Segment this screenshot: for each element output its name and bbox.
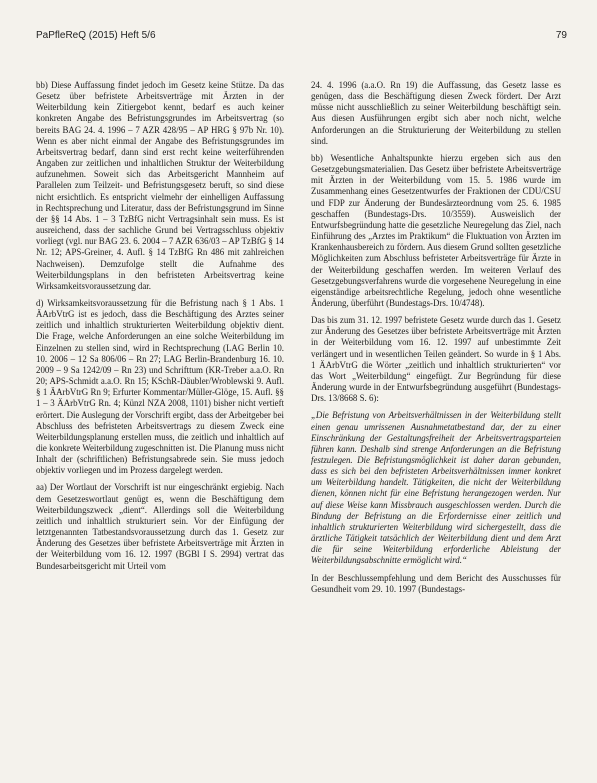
block-quote: „Die Befristung von Arbeitsverhältnissen in der Weiterbildung stellt einen genau umrissenen Ausnahmetatbestand dar, der zu einer Einschränkung der Gestaltungsfreiheit der Arbeitsvertragsparteien führen kann. Deshalb sind strenge Anforderungen an die Befristung festzulegen. Die Befristungsmöglichkeit ist daher daran gebunden, dass es sich bei den befristeten Arbeitsverhältnissen immer konkret um Weiterbildung handelt. Tätigkeiten, die nicht der Weiterbildung dienen, können nicht für eine Befristung herangezogen werden. Nur auf diese Weise kann Missbrauch ausgeschlossen werden. Durch die Bindung der Befristung an die Erfordernisse einer zeitlich und inhaltlich strukturierten Weiterbildung wird sichergestellt, dass die ärztliche Tätigkeit tatsächlich der Weiterbildung dient und dem Arzt die für seine Weiterbildung erforderliche Ableistung der Weiterbildungsabschnitte ermöglicht wird.“	[311, 410, 561, 566]
paragraph-bb-right: bb) Wesentliche Anhaltspunkte hierzu ergeben sich aus den Gesetzgebungsmaterialien. Das Gesetz über befristete Arbeitsverträge mit Ärzten in der Weiterbildung vom 15. 5. 1986 wurde im Zusammenhang eines Gesetzentwurfes der Fraktionen der CDU/CSU und FDP zur Änderung der Bundesärzteordnung vom 25. 6. 1985 geschaffen (Bundestags-Drs. 10/3559). Ausweislich der Entwurfsbegründung hatte die gesetzliche Neuregelung das Ziel, nach Einführung des „Arztes im Praktikum“ die Fluktuation von Ärzten im Krankenhausbereich zu fördern. Aus diesem Grund sollten gesetzliche Möglichkeiten zum Abschluss befristeter Arbeitsverträge für Ärzte in der Weiterbildung geschaffen werden. Im weiteren Verlauf des Gesetzgebungsverfahrens wurde die vorgesehene Neuregelung in eine eigenständige arbeitsrechtliche Regelung, jedoch ohne wesentliche Änderung, überführt (Bundestags-Drs. 10/4748).	[311, 152, 561, 308]
journal-reference: PaPfleReQ (2015) Heft 5/6	[36, 30, 156, 41]
paragraph-law-history: Das bis zum 31. 12. 1997 befristete Gesetz wurde durch das 1. Gesetz zur Änderung des Gesetzes über befristete Arbeitsverträge mit Ärzten in der Weiterbildung vom 16. 12. 1997 auf unbestimmte Zeit verlängert und in wesentlichen Teilen geändert. So wurde in § 1 Abs. 1 ÄArbVtrG die Wörter „zeitlich und inhaltlich strukturierten“ vor das Wort „Weiterbildung“ eingefügt. Zur Begründung für diese Änderung wurde in der Entwurfsbegründung ausgeführt (Bundestags-Drs. 13/8668 S. 6):	[311, 315, 561, 404]
paragraph-bb-left: bb) Diese Auffassung findet jedoch im Gesetz keine Stütze. Da das Gesetz über befristete Arbeitsverträge mit Ärzten in der Weiterbildung kein Zitiergebot kennt, bedarf es auch keiner konkreten Angabe des Befristungsgrundes im Arbeitsvertrag (so bereits BAG 24. 4. 1996 – 7 AZR 428/95 – AP HRG § 97b Nr. 10). Wenn es aber nicht einmal der Angabe des Befristungsgrundes im Arbeitsvertrag bedarf, dann sind erst recht keine weiterführenden Angaben zur zeitlichen und inhaltlichen Struktur der Weiterbildung aufzunehmen. Soweit sich das Arbeitsgericht Mannheim auf Parallelen zum Teilzeit- und Befristungsgesetz beruft, so sind diese nicht ersichtlich. Es entspricht vielmehr der einhelligen Auffassung in Rechtsprechung und Literatur, dass der Befristungsgrund im Sinne der §§ 14 Abs. 1 – 3 TzBfG nicht Vertragsinhalt sein muss. Es ist ausreichend, dass der sachliche Grund bei Vertragsschluss objektiv vorliegt (vgl. nur BAG 23. 6. 2004 – 7 AZR 636/03 – AP TzBfG § 14 Nr. 12; APS-Greiner, 4. Aufl. § 14 TzBfG Rn 486 mit zahlreichen Nachweisen). Demzufolge stellt die Aufnahme des Weiterbildungsplans in den befristeten Arbeitsvertrag keine Wirksamkeitsvoraussetzung dar.	[36, 80, 284, 291]
paragraph-d: d) Wirksamkeitsvoraussetzung für die Befristung nach § 1 Abs. 1 ÄArbVtrG ist es jedoch, dass die Beschäftigung des Arztes seiner zeitlich und inhaltlich strukturierten Weiterbildung objektiv dient. Die Frage, welche Anforderungen an eine solche Weiterbildung im Einzelnen zu stellen sind, wird in Rechtsprechung (LAG Berlin 10. 10. 2006 – 12 Sa 806/06 – Rn 27; LAG Berlin-Brandenburg 16. 10. 2009 – 9 Sa 1242/09 – Rn 23) und Schrifttum (KR-Treber a.a.O. Rn 20; APS-Schmidt a.a.O. Rn 15; KSchR-Däubler/Wroblewski 9. Aufl. § 1 ÄArbVtrG Rn 9; Erfurter Kommentar/Müller-Glöge, 15. Aufl. §§ 1 – 3 ÄArbVtrG Rn. 4; Künzl NZA 2008, 1101) bisher nicht vertieft erörtert. Die Auslegung der Vorschrift ergibt, dass der Arbeitgeber bei Abschluss des befristeten Arbeitsvertrags zu diesem Zweck eine Weiterbildungsplanung erstellen muss, die zeitlich und inhaltlich auf die konkrete Weiterbildung zugeschnitten ist. Die Planung muss nicht Inhalt der (schriftlichen) Befristungsabrede sein. Sie muss jedoch objektiv vorliegen und im Prozess dargelegt werden.	[36, 297, 284, 476]
page-header	[36, 30, 567, 41]
paragraph-aa: aa) Der Wortlaut der Vorschrift ist nur eingeschränkt ergiebig. Nach dem Gesetzeswortlaut genügt es, wenn die Beschäftigung dem Weiterbildungszweck „dient“. Allerdings soll die Weiterbildung zeitlich und inhaltlich strukturiert sein. Vor der Einfügung der letztgenannten Tatbestandsvoraussetzung durch das 1. Gesetz zur Änderung des Gesetzes über befristete Arbeitsverträge mit Ärzten in der Weiterbildung vom 16. 12. 1997 (BGBl I S. 2994) vertrat das Bundesarbeitsgericht mit Urteil vom	[36, 482, 284, 571]
paragraph-continuation: 24. 4. 1996 (a.a.O. Rn 19) die Auffassung, das Gesetz lasse es genügen, dass die Beschäftigung diesen Zweck fördert. Der Arzt müsse nicht ausschließlich zu seiner Weiterbildung beschäftigt sein. Aus diesen Ausführungen ergibt sich aber noch nicht, welche Anforderungen an die Strukturierung der Weiterbildung zu stellen sind.	[311, 80, 561, 146]
paragraph-committee: In der Beschlussempfehlung und dem Bericht des Ausschusses für Gesundheit vom 29. 10. 1997 (Bundestags-	[311, 572, 561, 594]
left-column	[36, 80, 284, 578]
page-number: 79	[555, 30, 567, 41]
right-column	[311, 80, 561, 601]
